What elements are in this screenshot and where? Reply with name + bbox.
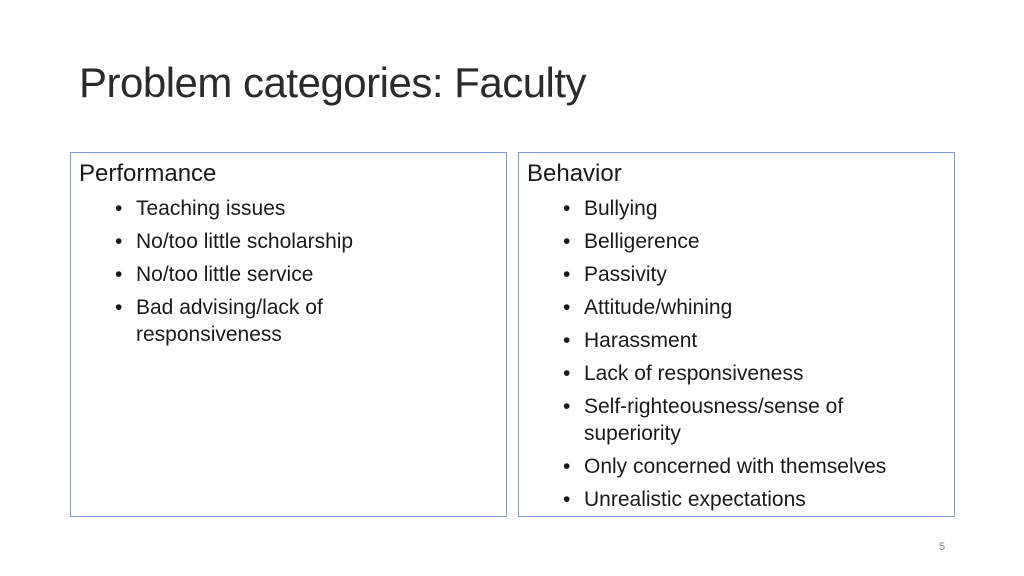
list-item-text: Bad advising/lack of responsiveness: [136, 296, 323, 346]
bullet-icon: •: [563, 455, 571, 478]
list-item: [527, 393, 946, 447]
behavior-heading: Behavior: [527, 160, 622, 187]
bullet-icon: •: [563, 263, 571, 286]
bullet-icon: •: [115, 197, 123, 220]
bullet-icon: •: [563, 488, 571, 511]
list-item-text: No/too little service: [136, 263, 314, 286]
list-item: [527, 228, 946, 255]
list-item: [527, 360, 946, 387]
bullet-icon: •: [115, 230, 123, 253]
list-item: [527, 294, 946, 321]
list-item-text: Teaching issues: [136, 197, 286, 220]
list-item: [79, 195, 498, 222]
list-item: [79, 294, 498, 348]
bullet-icon: •: [563, 329, 571, 352]
bullet-icon: •: [563, 296, 571, 319]
list-item-text: Attitude/whining: [584, 296, 733, 319]
list-item-text: Unrealistic expectations: [584, 488, 806, 511]
bullet-icon: •: [563, 197, 571, 220]
list-item: [527, 195, 946, 222]
list-item: [527, 453, 946, 480]
list-item-text: No/too little scholarship: [136, 230, 354, 253]
bullet-icon: •: [115, 296, 123, 319]
list-item-text: Bullying: [584, 197, 658, 220]
list-item-text: Harassment: [584, 329, 698, 352]
performance-list: [79, 195, 498, 348]
list-item: [527, 261, 946, 288]
behavior-box: [518, 152, 955, 517]
list-item-text: Self-righteousness/sense of superiority: [584, 395, 844, 445]
list-item: [79, 228, 498, 255]
list-item: [527, 327, 946, 354]
list-item: [79, 261, 498, 288]
list-item-text: Passivity: [584, 263, 667, 286]
page-number: 5: [938, 541, 946, 553]
bullet-icon: •: [563, 230, 571, 253]
slide-title: Problem categories: Faculty: [79, 59, 587, 106]
performance-heading: Performance: [79, 160, 217, 187]
list-item: [527, 486, 946, 513]
list-item-text: Only concerned with themselves: [584, 455, 887, 478]
behavior-list: [527, 195, 946, 513]
performance-box: [70, 152, 507, 517]
bullet-icon: •: [563, 395, 571, 418]
bullet-icon: •: [563, 362, 571, 385]
list-item-text: Belligerence: [584, 230, 700, 253]
list-item-text: Lack of responsiveness: [584, 362, 804, 385]
bullet-icon: •: [115, 263, 123, 286]
